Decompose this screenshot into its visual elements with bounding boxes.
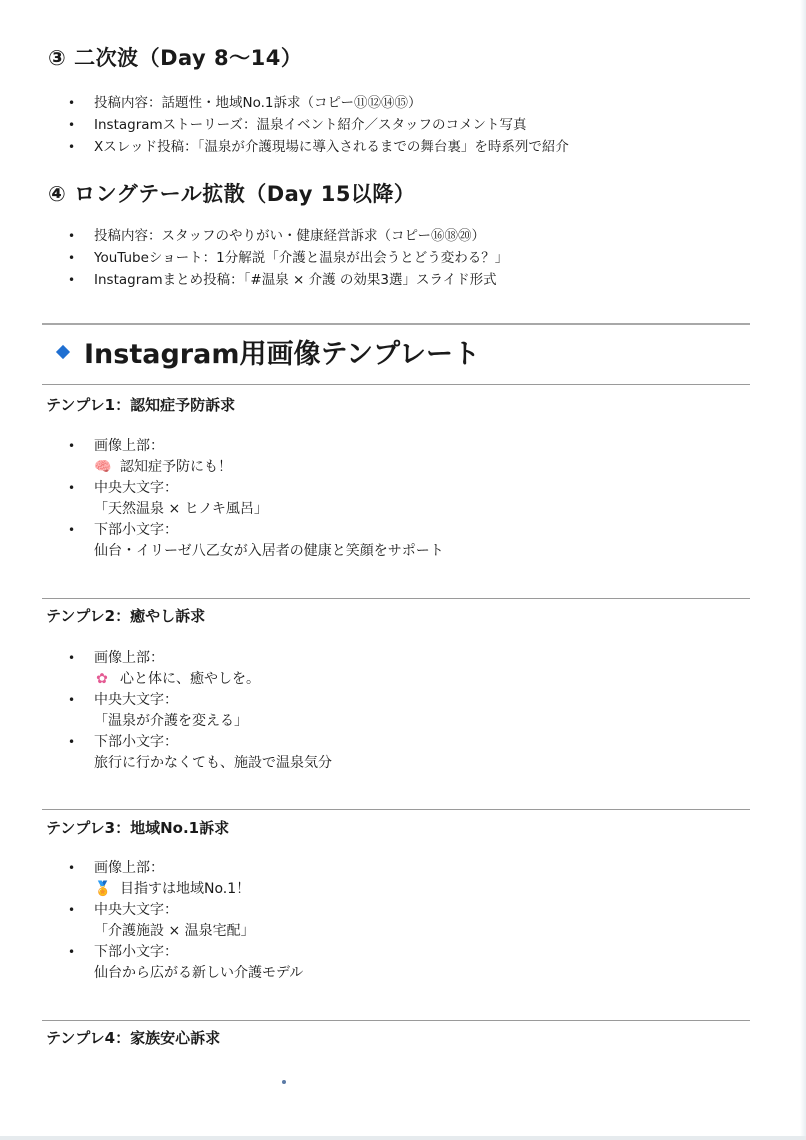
list-item [68, 436, 444, 478]
scan-dot [282, 1080, 286, 1084]
list-item [68, 900, 303, 942]
cherry-blossom-icon: ✿ [96, 671, 108, 687]
template-3-list [68, 858, 303, 984]
item-value: 心と体に、癒やしを。 [120, 671, 260, 687]
section-title-text: Instagram用画像テンプレート [84, 339, 481, 370]
scan-edge [800, 0, 806, 1140]
section-title [58, 332, 480, 371]
section-divider [42, 598, 750, 599]
item-label: • 中央大文字： [94, 692, 178, 708]
list-item: • Instagramまとめ投稿：「#温泉 × 介護 の効果3選」スライド形式 [68, 269, 508, 291]
template-3-heading: テンプレ3：地域No.1訴求 [46, 819, 230, 837]
template-2-list [68, 648, 332, 774]
item-value: 目指すは地域No.1！ [120, 881, 251, 897]
section-divider [42, 323, 750, 325]
diamond-bullet-icon [56, 344, 70, 358]
item-label: • 下部小文字： [94, 944, 178, 960]
section-divider [42, 1020, 750, 1021]
section-divider [42, 384, 750, 385]
item-label: • 下部小文字： [94, 734, 178, 750]
item-value: 仙台・イリーゼ八乙女が入居者の健康と笑顔をサポート [94, 543, 444, 559]
item-label: • 中央大文字： [94, 480, 178, 496]
item-label: • 画像上部： [94, 438, 164, 454]
medal-icon: 🏅 [94, 881, 112, 897]
template-1-list [68, 436, 444, 562]
scan-edge [0, 1136, 806, 1140]
list-item [68, 732, 332, 774]
item-label: • 中央大文字： [94, 902, 178, 918]
item-value: 旅行に行かなくても、施設で温泉気分 [94, 755, 332, 771]
list-item [68, 858, 303, 900]
item-value: 「介護施設 × 温泉宅配」 [94, 923, 255, 939]
item-value: 「天然温泉 × ヒノキ風呂」 [94, 501, 268, 517]
list-item: • Xスレッド投稿：「温泉が介護現場に導入されるまでの舞台裏」を時系列で紹介 [68, 136, 569, 158]
section-divider [42, 809, 750, 810]
brain-icon: 🧠 [94, 459, 112, 475]
phase4-list [68, 225, 508, 291]
phase3-list [68, 92, 569, 158]
item-value: 認知症予防にも！ [120, 459, 232, 475]
phase3-heading: ③ 二次波（Day 8〜14） [48, 46, 303, 70]
item-label: • 下部小文字： [94, 522, 178, 538]
list-item [68, 520, 444, 562]
list-item: • 投稿内容：スタッフのやりがい・健康経営訴求（コピー⑯⑱⑳） [68, 225, 508, 247]
template-1-heading: テンプレ1：認知症予防訴求 [46, 396, 236, 414]
phase4-heading: ④ ロングテール拡散（Day 15以降） [48, 182, 416, 206]
item-label: • 画像上部： [94, 650, 164, 666]
list-item [68, 690, 332, 732]
template-2-heading: テンプレ2：癒やし訴求 [46, 607, 206, 625]
list-item [68, 648, 332, 690]
list-item [68, 478, 444, 520]
item-label: • 画像上部： [94, 860, 164, 876]
list-item [68, 942, 303, 984]
list-item: • 投稿内容：話題性・地域No.1訴求（コピー⑪⑫⑭⑮） [68, 92, 569, 114]
item-value: 仙台から広がる新しい介護モデル [94, 965, 304, 981]
list-item: • Instagramストーリーズ：温泉イベント紹介／スタッフのコメント写真 [68, 114, 569, 136]
item-value: 「温泉が介護を変える」 [94, 713, 248, 729]
list-item: • YouTubeショート：1分解説「介護と温泉が出会うとどう変わる？」 [68, 247, 508, 269]
template-4-heading: テンプレ4：家族安心訴求 [46, 1029, 221, 1047]
